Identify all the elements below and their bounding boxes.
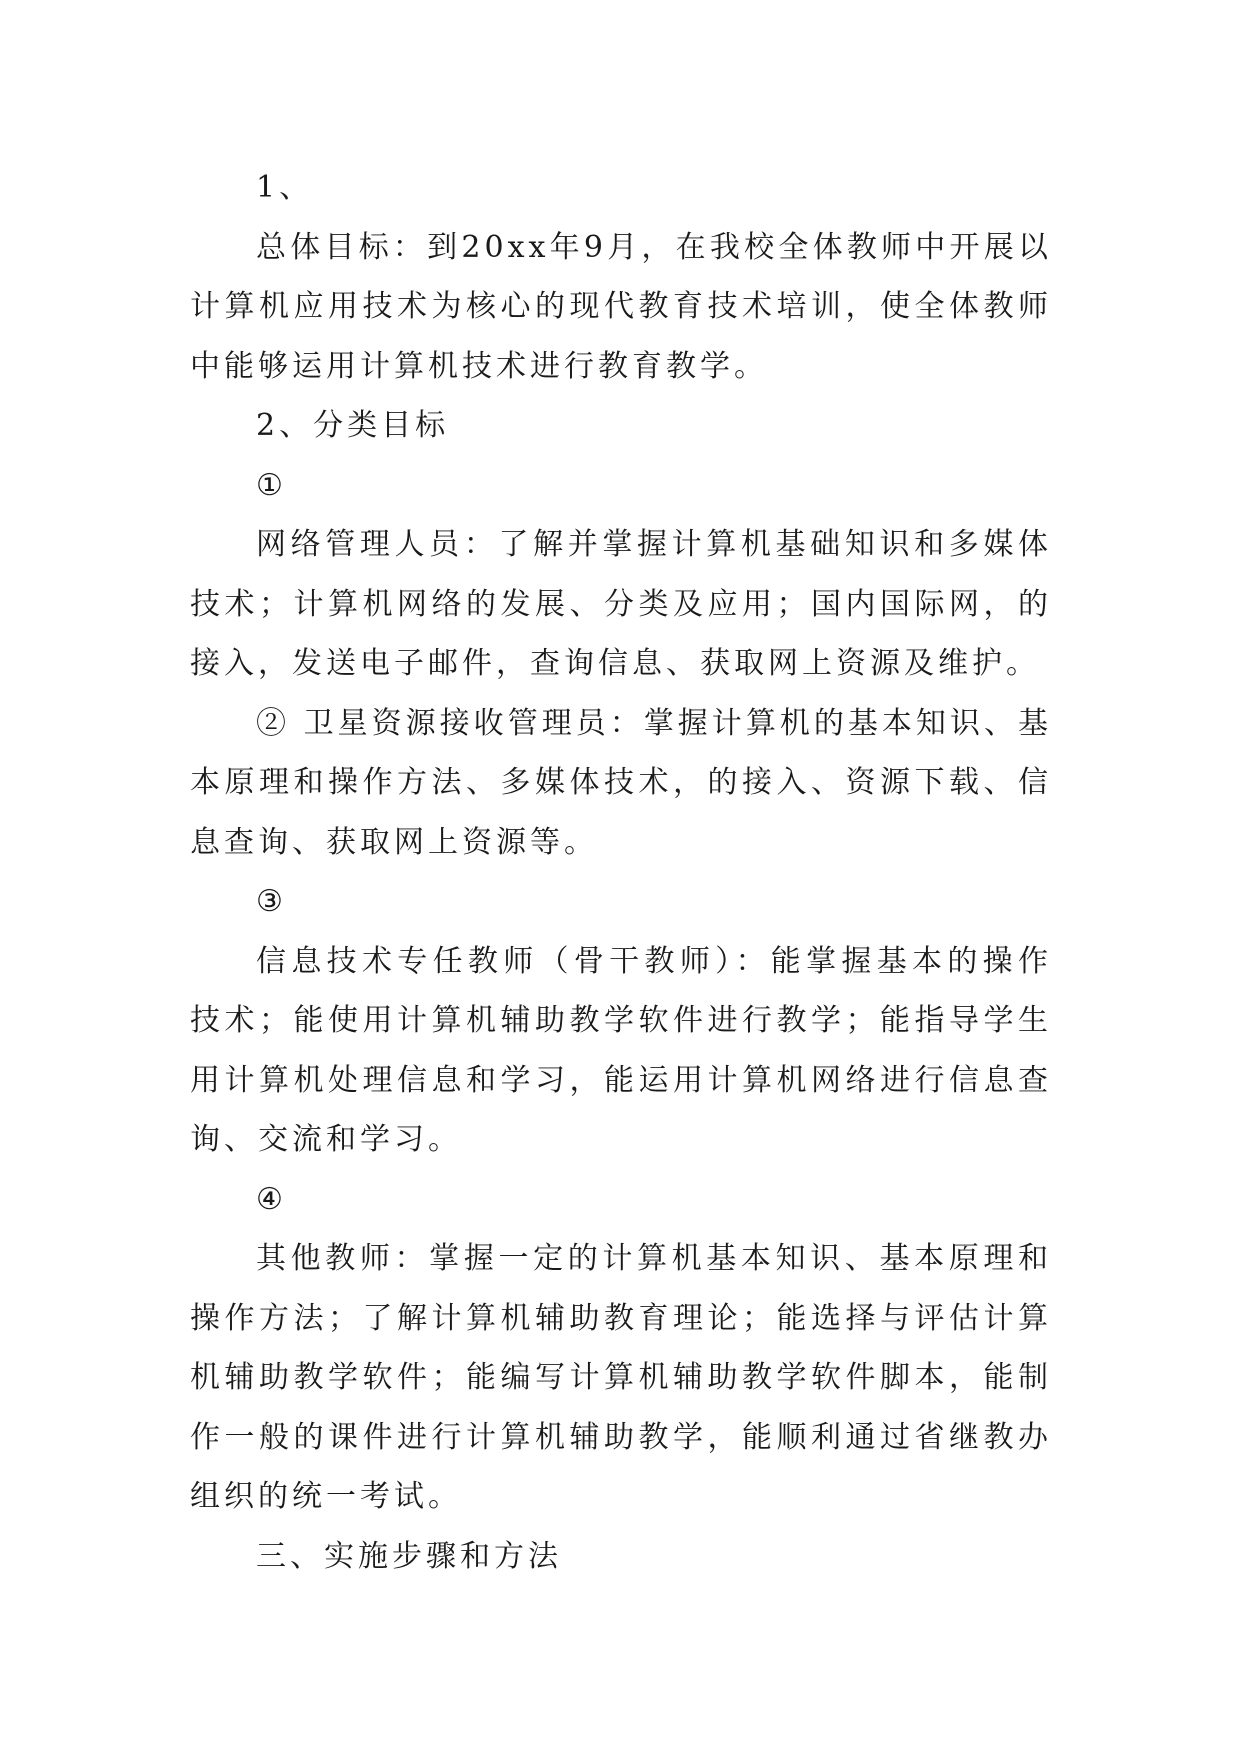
category-goals-heading: 2、分类目标	[256, 408, 450, 443]
circled-number-1: ①	[256, 467, 287, 503]
circled-number-3: ③	[256, 884, 287, 919]
document-body	[190, 158, 1052, 1586]
other-teachers-paragraph: 其他教师：掌握一定的计算机基本知识、基本原理和操作方法；了解计算机辅助教育理论；能选择与评估计算机辅助教学软件；能编写计算机辅助教学软件脚本，能制作一般的课件进行计算机辅助教学，能顺利通过省继教办组织的统一考试。	[190, 1241, 1052, 1514]
section-three-heading: 三、实施步骤和方法	[256, 1538, 562, 1574]
it-teacher-paragraph: 信息技术专任教师（骨干教师）：能掌握基本的操作技术；能使用计算机辅助教学软件进行教学；能指导学生用计算机处理信息和学习，能运用计算机网络进行信息查询、交流和学习。	[190, 943, 1052, 1157]
circled-number-4: ④	[256, 1181, 287, 1217]
overall-goal-paragraph: 总体目标：到20xx年9月，在我校全体教师中开展以计算机应用技术为核心的现代教育技术培训，使全体教师中能够运用计算机技术进行教育教学。	[190, 229, 1052, 384]
item-number-1: 1、	[256, 170, 314, 205]
network-admin-paragraph: 网络管理人员：了解并掌握计算机基础知识和多媒体技术；计算机网络的发展、分类及应用；国内国际网，的接入，发送电子邮件，查询信息、获取网上资源及维护。	[190, 527, 1052, 681]
satellite-admin-paragraph: ② 卫星资源接收管理员：掌握计算机的基本知识、基本原理和操作方法、多媒体技术，的接入、资源下载、信息查询、获取网上资源等。	[190, 705, 1052, 860]
